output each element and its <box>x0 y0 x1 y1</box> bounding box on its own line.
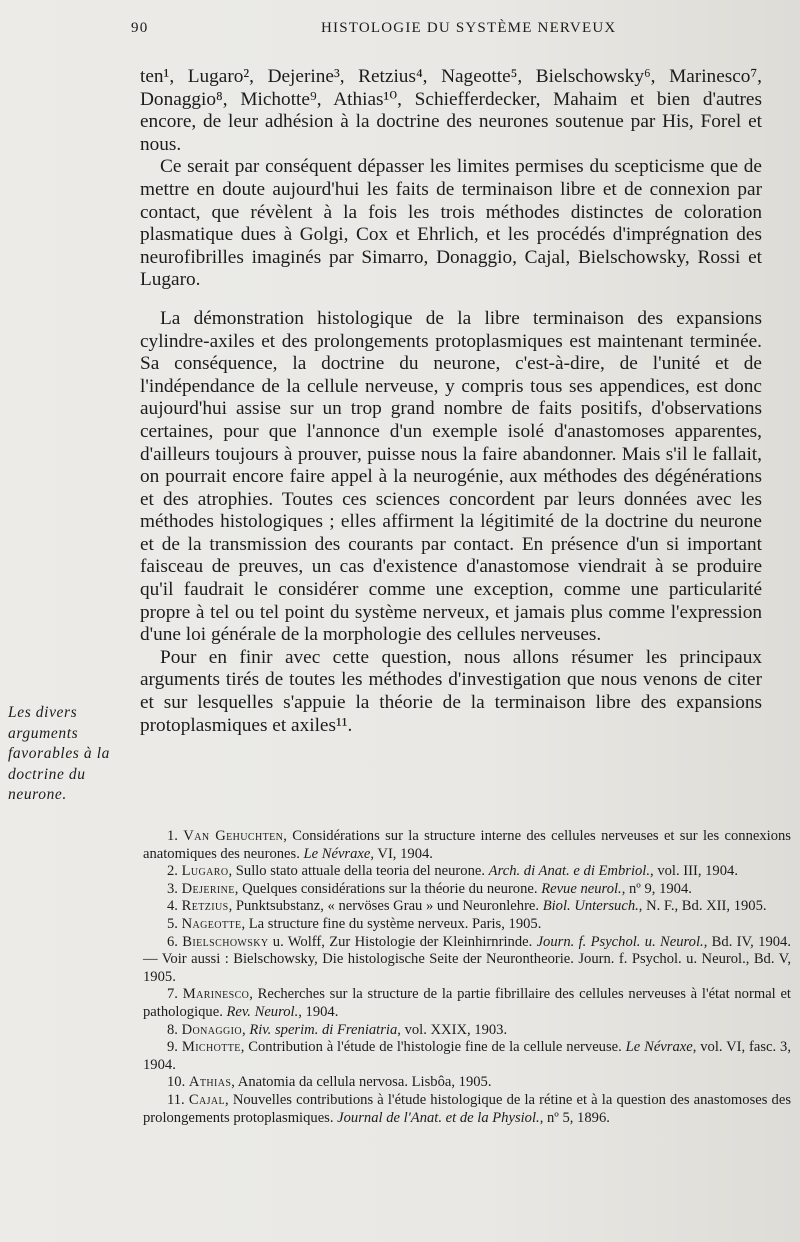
footnote: 9. Michotte, Contribution à l'étude de l'histologie fine de la cellule nerveuse. Le Névraxe, vol. VI, fasc. 3, 1904. <box>143 1039 791 1073</box>
footnotes <box>143 828 791 1127</box>
paragraph-1: ten¹, Lugaro², Dejerine³, Retzius⁴, Nageotte⁵, Bielschowsky⁶, Marinesco⁷, Donaggio⁸, Michotte⁹, Athias¹⁰, Schiefferdecker, Mahaim et bien d'autres encore, de leur adhésion à la doctrine des neurones soutenue par His, Forel et nous. <box>140 66 762 155</box>
footnote: 11. Cajal, Nouvelles contributions à l'étude histologique de la rétine et à la question des anastomoses des prolongements protoplasmiques. Journal de l'Anat. et de la Physiol., nº 5, 1896. <box>143 1091 791 1126</box>
page-header <box>131 20 751 42</box>
footnote: 10. Athias, Anatomia da cellula nervosa. Lisbôa, 1905. <box>167 1074 492 1091</box>
footnote: 5. Nageotte, La structure fine du système nerveux. Paris, 1905. <box>167 915 542 932</box>
paragraph-3: La démonstration histologique de la libre terminaison des expansions cylindre-axiles et des prolongements protoplasmiques est maintenant terminée. Sa conséquence, la doctrine du neurone, c'est-à-dire, de l'unité et de l'indépendance de la cellule nerveuse, y compris tous ses appendices, est donc aujourd'hui assise sur un trop grand nombre de faits positifs, d'observations certaines, pour que l'annonce d'un exemple isolé d'anastomoses apparentes, d'ailleurs toujours à prouver, puisse nous la faire abandonner. Mais s'il le fallait, on pourrait encore faire appel à la neurogénie, aux méthodes des dégénérations et des atrophies. Toutes ces sciences concordent par leurs données avec les méthodes histologiques ; elles affirment la légitimité de la doctrine du neurone et de la transmission des courants par contact. En présence d'un si important faisceau de preuves, un cas d'existence d'anastomose viendrait à se produire qu'il faudrait le considérer comme une exception, comme une particularité propre à tel ou tel point du système nerveux, et jamais plus comme l'expression d'une loi générale de la morphologie des cellules nerveuses. <box>140 307 762 646</box>
footnote: 7. Marinesco, Recherches sur la structure de la partie fibrillaire des cellules nerveuses à l'état normal et pathologique. Rev. Neurol., 1904. <box>143 986 791 1020</box>
margin-note: Les divers arguments favorables à la doctrine du neurone. <box>8 704 110 803</box>
paragraph-4: Pour en finir avec cette question, nous allons résumer les principaux arguments tirés de toutes les méthodes d'investigation que nous venons de citer et sur lesquelles s'appuie la théorie de la terminaison libre des expansions protoplasmiques et axiles¹¹. <box>140 646 762 736</box>
paragraph-2: Ce serait par conséquent dépasser les limites permises du scepticisme que de mettre en doute aujourd'hui les faits de terminaison libre et de connexion par contact, que révèlent à la fois les trois méthodes distinctes de coloration plasmatique dues à Golgi, Cox et Ehrlich, et les procédés d'imprégnation des neurofibrilles imaginés par Simarro, Donaggio, Cajal, Bielschowsky, Rossi et Lugaro. <box>140 156 762 291</box>
page-number: 90 <box>131 20 149 36</box>
footnote: 6. Bielschowsky u. Wolff, Zur Histologie der Kleinhirnrinde. Journ. f. Psychol. u. Neurol., Bd. IV, 1904. — Voir aussi : Bielschowsky, Die histologische Seite der Neurontheorie. Journ. f. Psychol. u. Neurol., Bd. V, 1905. <box>143 933 791 985</box>
main-text <box>140 66 762 737</box>
footnote: 2. Lugaro, Sullo stato attuale della teoria del neurone. Arch. di Anat. e di Embriol., vol. III, 1904. <box>167 863 738 880</box>
footnote: 1. Van Gehuchten, Considérations sur la structure interne des cellules nerveuses et sur les connexions anatomiques des neurones. Le Névraxe, VI, 1904. <box>143 828 791 862</box>
footnote: 8. Donaggio, Riv. sperim. di Freniatria, vol. XXIX, 1903. <box>167 1021 508 1038</box>
running-title: HISTOLOGIE DU SYSTÈME NERVEUX <box>321 20 617 36</box>
footnote: 3. Dejerine, Quelques considérations sur la théorie du neurone. Revue neurol., nº 9, 1904. <box>167 880 692 897</box>
footnote: 4. Retzius, Punktsubstanz, « nervöses Grau » und Neuronlehre. Biol. Untersuch., N. F., Bd. XII, 1905. <box>167 898 767 915</box>
